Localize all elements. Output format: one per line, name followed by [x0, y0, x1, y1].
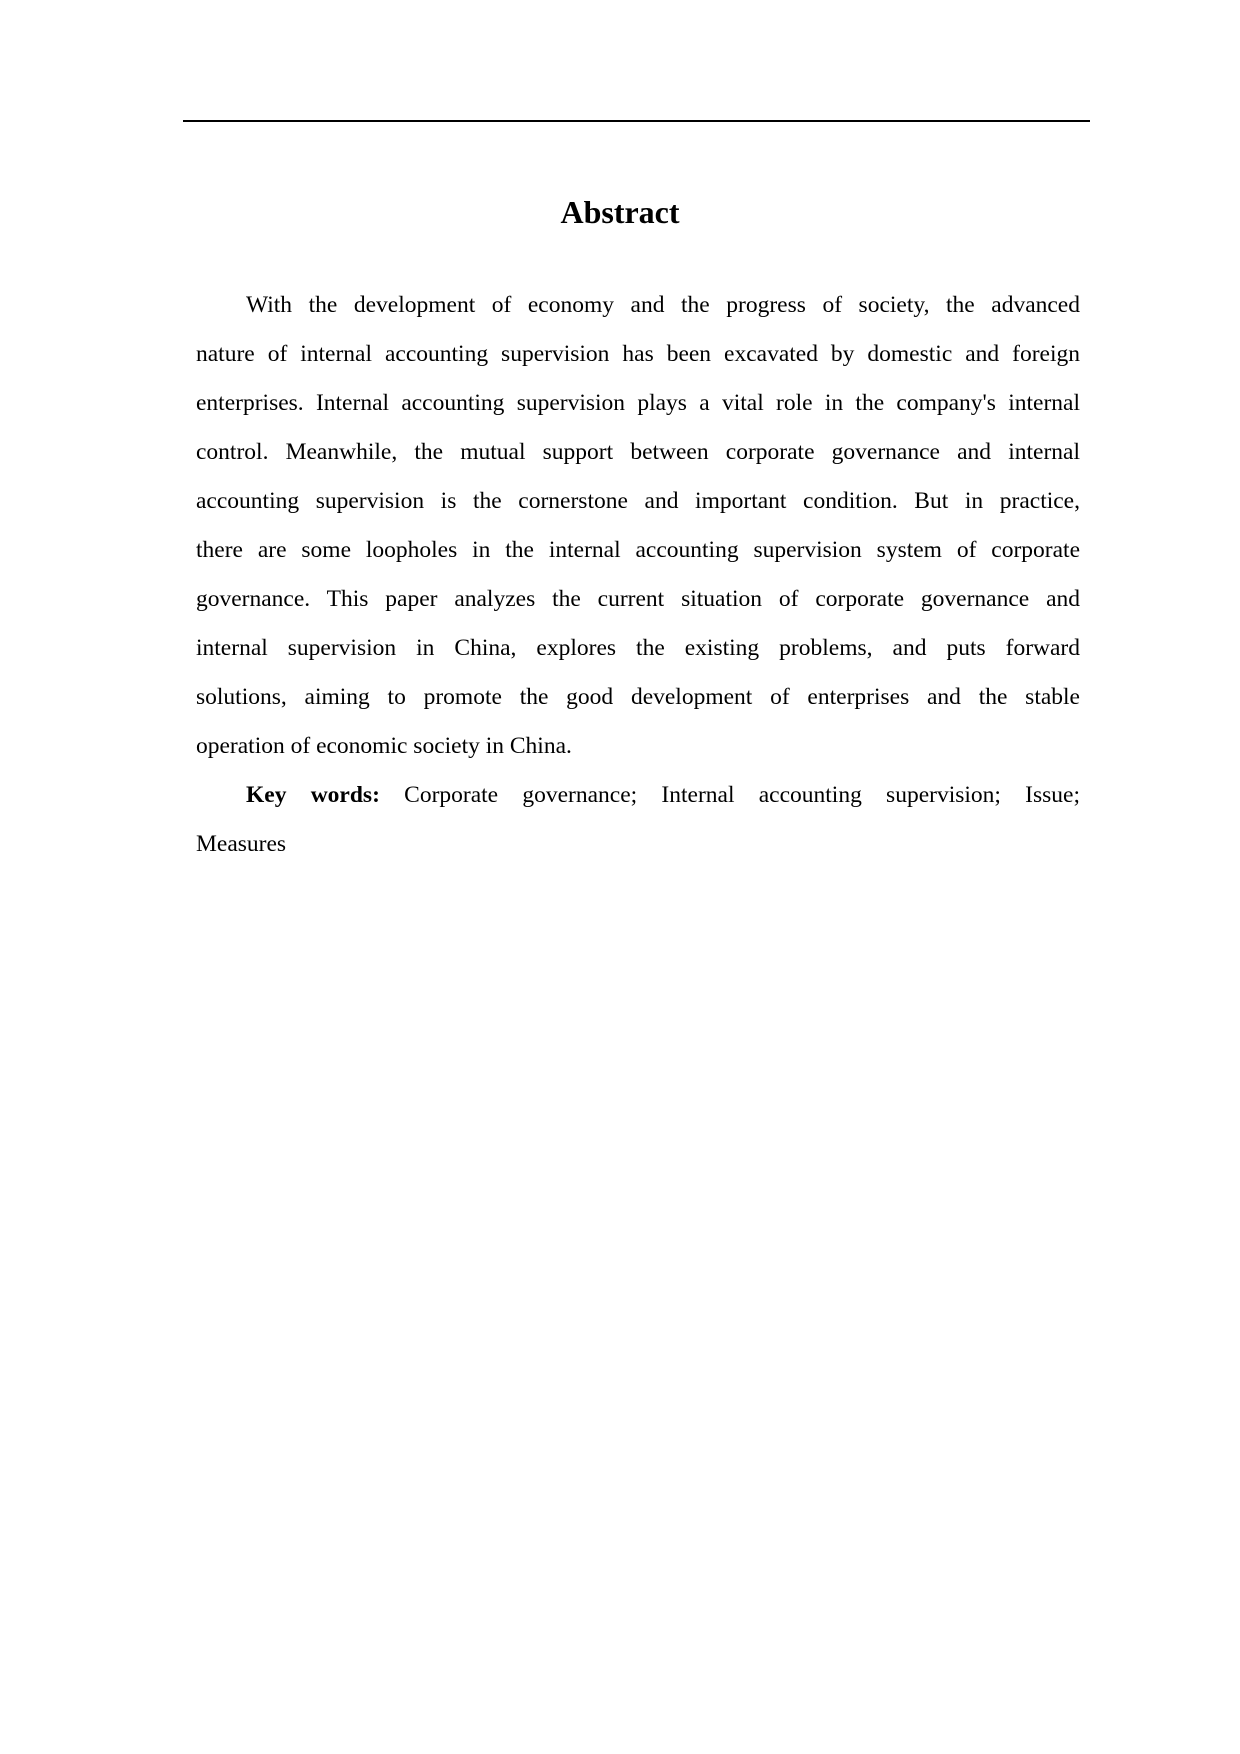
abstract-line: governance. This paper analyzes the current situation of corporate governance and	[196, 586, 1080, 612]
abstract-line: solutions, aiming to promote the good development of enterprises and the stable	[196, 684, 1080, 710]
abstract-line: there are some loopholes in the internal accounting supervision system of corporate	[196, 537, 1080, 563]
keywords-line	[196, 778, 1080, 827]
abstract-line: control. Meanwhile, the mutual support between corporate governance and internal	[196, 439, 1080, 465]
abstract-line: accounting supervision is the cornerstone and important condition. But in practice,	[196, 488, 1080, 514]
header-rule	[183, 120, 1090, 122]
abstract-line: internal supervision in China, explores the existing problems, and puts forward	[196, 635, 1080, 661]
abstract-line: enterprises. Internal accounting supervision plays a vital role in the company's internal	[196, 390, 1080, 416]
keywords-text: Corporate governance; Internal accounting supervision; Issue;	[404, 782, 1081, 808]
abstract-line: With the development of economy and the progress of society, the advanced	[246, 292, 1080, 318]
abstract-line: operation of economic society in China.	[196, 733, 572, 759]
keywords-label: Key words:	[246, 782, 380, 808]
page-title: Abstract	[560, 194, 680, 230]
abstract-line: nature of internal accounting supervision has been excavated by domestic and foreign	[196, 341, 1080, 367]
abstract-body	[196, 288, 1080, 876]
keywords-line-2: Measures	[196, 831, 287, 857]
